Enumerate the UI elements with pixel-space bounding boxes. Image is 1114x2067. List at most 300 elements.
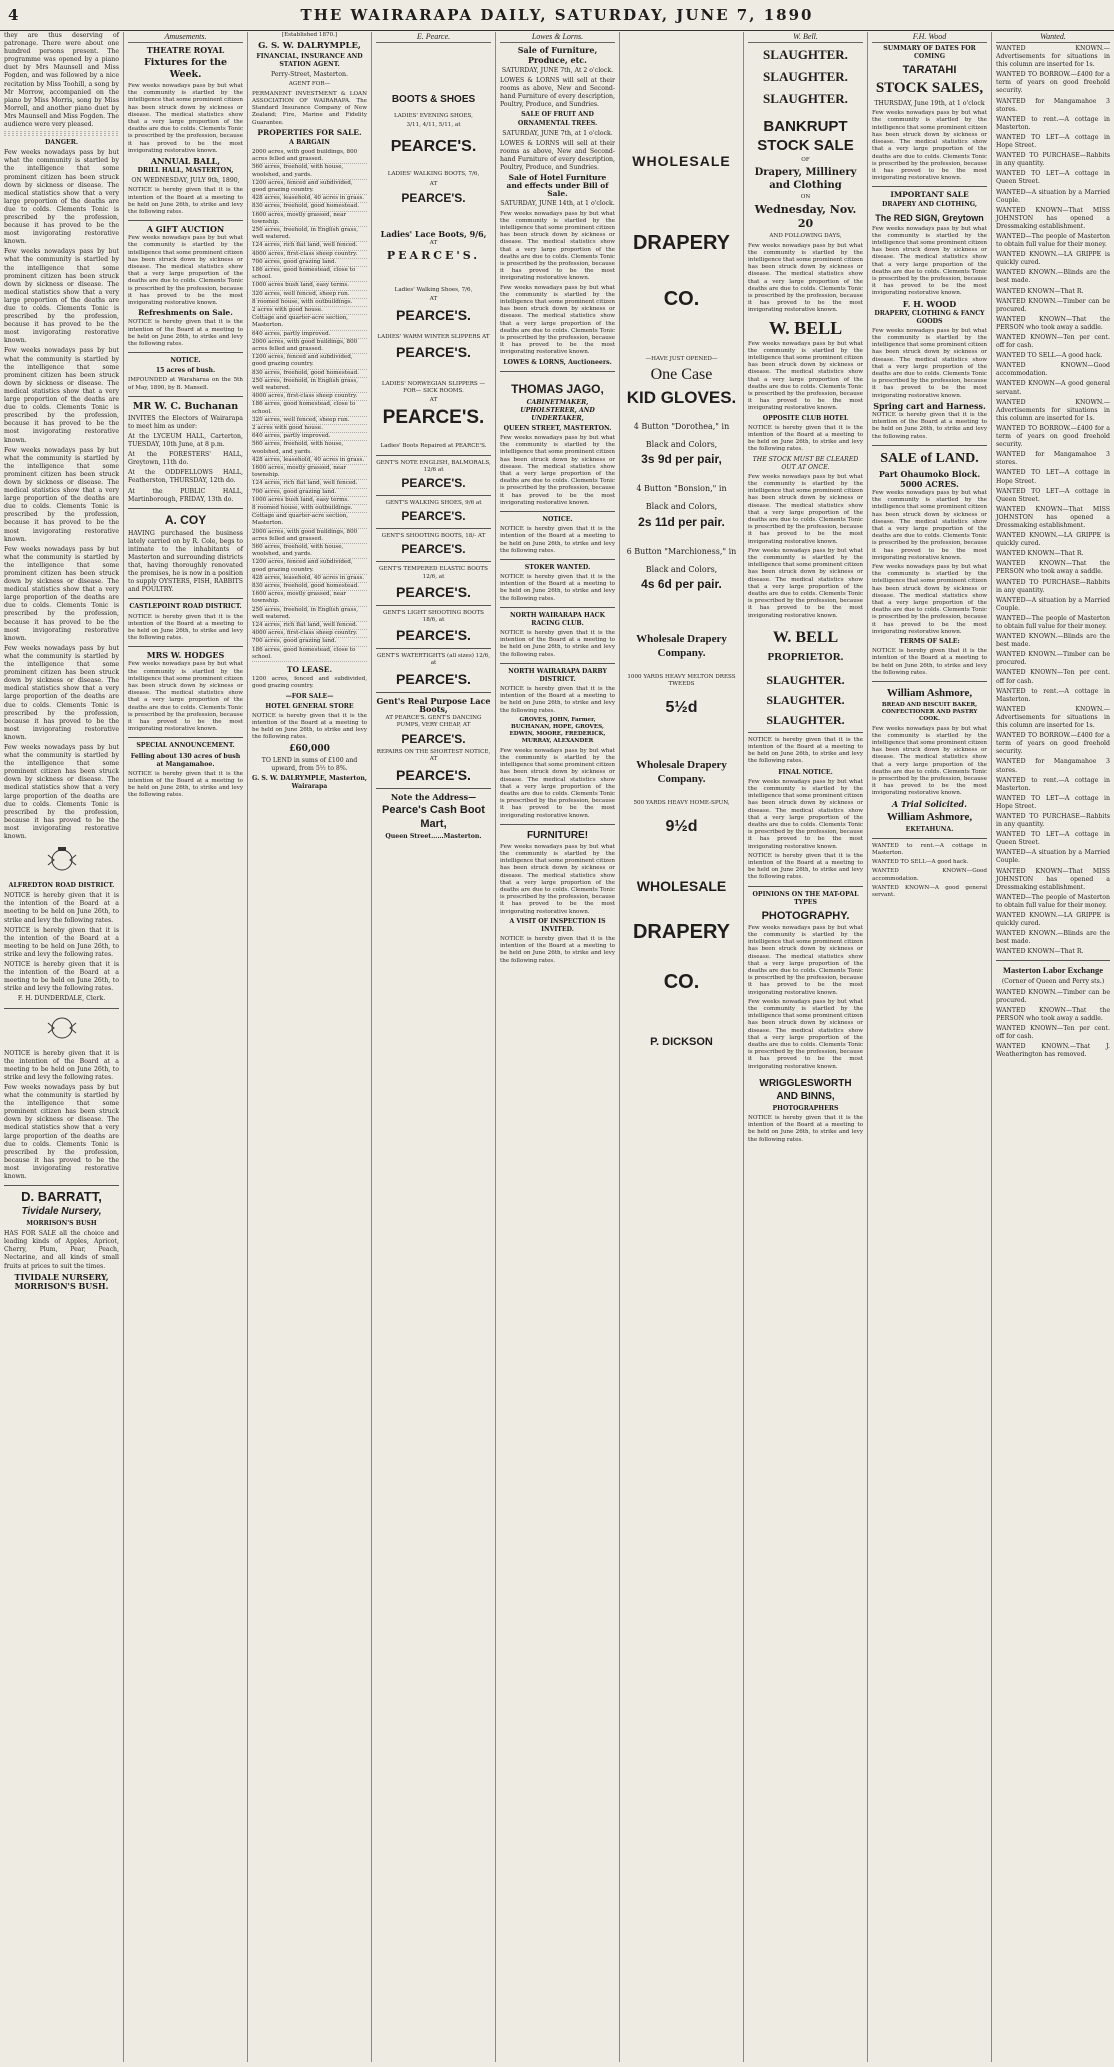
danger-body-4: Few weeks nowadays pass by but what the community is startled by the intelligence that some prominent citizen has been struck down by sickness or disease. The medical statistics show that a very large proportion of the deaths are due to colds. Clements Tonic is prescribed by the profession, because it has proved to be the most invigorating restorative known.: [4, 446, 119, 543]
column-1: [0, 32, 124, 2062]
ball-heading: ANNUAL BALL,: [150, 156, 221, 167]
marchioness-line: 6 Button "Marchioness," in: [626, 546, 737, 556]
to-lease-heading: TO LEASE.: [286, 665, 333, 675]
homespun-price: 9½d: [665, 818, 698, 836]
at-label: AT: [429, 180, 438, 187]
column-7: [744, 32, 868, 2062]
column-heading: Amusements.: [128, 32, 243, 43]
red-sign: The RED SIGN, Greytown: [875, 212, 984, 223]
listing-item: 2 acres with good house.: [252, 307, 367, 315]
bell-notice: NOTICE is hereby given that it is the intention of the Board at a meeting to be held on June 26th, to strike and levy the following rates.: [748, 736, 863, 765]
one-case: One Case: [650, 366, 713, 384]
dalrymple-heading: G. S. W. DALRYMPLE,: [258, 41, 361, 52]
wanted-ad: WANTED TO LET—A cottage in Hope Street.: [996, 794, 1110, 810]
notice-heading: NOTICE.: [170, 357, 201, 365]
venue-3: At the ODDFELLOWS HALL, Featherston, THURSDAY, 12th do.: [128, 469, 243, 485]
danger-body-6: Few weeks nowadays pass by but what the community is startled by the intelligence that some prominent citizen has been struck down by sickness or disease. The medical statistics show that a very large proportion of the deaths are due to colds. Clements Tonic is prescribed by the profession, because it has proved to be the most invigorating restorative known.: [4, 644, 119, 741]
listing-item: 250 acres, freehold, in English grass, well watered.: [252, 227, 367, 242]
listing-item: 700 acres, good grazing land.: [252, 259, 367, 267]
alfredton-signoff: F. H. DUNDERDALE, Clerk.: [17, 995, 106, 1003]
felling-body: NOTICE is hereby given that it is the intention of the Board at a meeting to be held on June 26th, to strike and levy the following rates.: [128, 770, 243, 799]
for-sale-heading: —FOR SALE—: [285, 692, 334, 700]
refreshments-body: NOTICE is hereby given that it is the intention of the Board at a meeting to be held on June 26th, to strike and levy the following rates.: [128, 319, 243, 347]
castlepoint-heading: CASTLEPOINT ROAD DISTRICT.: [129, 603, 242, 611]
venue-4: At the PUBLIC HALL, Martinborough, FRIDAY, 13th do.: [128, 487, 243, 503]
of-label: OF: [801, 157, 810, 163]
dorothea-price: 3s 9d per pair,: [641, 452, 722, 467]
sale-body: LOWES & LORNS will sell at their rooms as above, New and Second-hand Furniture of every description, Poultry, Produce, and Sundries.: [500, 77, 615, 109]
jago-heading: THOMAS JAGO,: [511, 381, 604, 396]
wanted-ad: WANTED TO LET—A cottage in Queen Street.: [996, 831, 1110, 847]
listing-item: 830 acres, freehold, good homestead.: [252, 583, 367, 591]
slaughter-5: SLAUGHTER.: [766, 692, 845, 707]
ohaumoko-block: Part Ohaumoko Block.: [878, 468, 981, 479]
land-body-2: Few weeks nowadays pass by but what the community is startled by the intelligence that some prominent citizen has been struck down by sickness or disease. The medical statistics show that a very large proportion of the deaths are due to colds. Clements Tonic is prescribed by the profession, because it has proved to be the most invigorating restorative known.: [872, 563, 987, 635]
theatre-heading: THEATRE ROYAL: [146, 45, 225, 55]
jago-street: QUEEN STREET, MASTERTON.: [503, 424, 612, 432]
listing-item: 4000 acres, first-class sheep country.: [252, 393, 367, 401]
bell-body-3: NOTICE is hereby given that it is the intention of the Board at a meeting to be held on June 26th, to strike and levy the following rates.: [748, 424, 863, 453]
page-number: 4: [8, 6, 20, 24]
listing-item: 124 acres, rich flat land, well fenced.: [252, 242, 367, 250]
bonsion-price: 2s 11d per pair.: [638, 514, 725, 529]
column-2: [124, 32, 248, 2062]
labor-exchange-heading: Masterton Labor Exchange: [1003, 965, 1103, 976]
walking-boots: LADIES' WALKING BOOTS, 7/6,: [387, 171, 480, 178]
slaughter-2: SLAUGHTER.: [763, 69, 848, 84]
bonsion-line: 4 Button "Bonsion," in: [636, 484, 727, 494]
jago-trades: CABINETMAKER, UPHOLSTERER, AND UNDERTAKER,: [520, 398, 595, 422]
candidates-list: GROVES, JOHN, Farmer, BUCHANAN, HOPE, GROVES, EDWIN, MOORE, FREDERICK, MURRAY, ALEXANDER: [509, 716, 606, 745]
gents-purpose-boots: Gent's Real Purpose Lace Boots,: [376, 695, 491, 714]
wanted-ad: WANTED—A situation by a Married Couple.: [996, 596, 1110, 612]
danger-body-3: Few weeks nowadays pass by but what the community is startled by the intelligence that some prominent citizen has been struck down by sickness or disease. The medical statistics show that a very large proportion of the deaths are due to colds. Clements Tonic is prescribed by the profession, because it has proved to be the most invigorating restorative known.: [4, 347, 119, 444]
red-sign-body-2: Few weeks nowadays pass by but what the community is startled by the intelligence that some prominent citizen has been struck down by sickness or disease. The medical statistics show that a very large proportion of the deaths are due to colds. Clements Tonic is prescribed by the profession, because it has proved to be the most invigorating restorative known.: [872, 327, 987, 399]
danger-body-5: Few weeks nowadays pass by but what the community is startled by the intelligence that some prominent citizen has been struck down by sickness or disease. The medical statistics show that a very large proportion of the deaths are due to colds. Clements Tonic is prescribed by the profession, because it has proved to be the most invigorating restorative known.: [4, 545, 119, 642]
felling-heading: Felling about 130 acres of bush at Mangamahoe.: [130, 752, 241, 768]
wanted-ad: WANTED KNOWN.—Blinds are the best made.: [996, 633, 1110, 649]
sale-body: NOTICE is hereby given that it is the intention of the Board at a meeting to be held on June 26th, to strike and levy the following rates.: [252, 712, 367, 741]
listing-item: 560 acres, freehold, with house, woolshed, and yards.: [252, 164, 367, 179]
listing-item: 320 acres, well fenced, sheep run.: [252, 291, 367, 299]
gift-auction-heading: A GIFT AUCTION: [146, 224, 225, 235]
danger-body-2: Few weeks nowadays pass by but what the community is startled by the intelligence that some prominent citizen has been struck down by sickness or disease. The medical statistics show that a very large proportion of the deaths are due to colds. Clements Tonic is prescribed by the profession, because it has proved to be the most invigorating restorative known.: [4, 248, 119, 345]
at-label: AT: [429, 296, 438, 303]
money-body: TO LEND in sums of £100 and upward, from 5½ to 8%.: [261, 756, 358, 772]
listing-item: 4000 acres, first-class sheep country.: [252, 251, 367, 259]
wanted-ad: WANTED TO LET—A cottage in Queen Street.: [996, 487, 1110, 503]
final-notice-body: Few weeks nowadays pass by but what the community is startled by the intelligence that some prominent citizen has been struck down by sickness or disease. The medical statistics show that a very large proportion of the deaths are due to colds. Clements Tonic is prescribed by the profession, because it has proved to be the most invigorating restorative known.: [748, 778, 863, 850]
column-4: [372, 32, 496, 2062]
alfredton-body: NOTICE is hereby given that it is the intention of the Board at a meeting to be held on June 26th, to strike and levy the following rates.: [4, 892, 119, 924]
listing-item: 320 acres, well fenced, sheep run.: [252, 417, 367, 425]
listing-item: 2000 acres, with good buildings, 800 acres felled and grassed.: [252, 339, 367, 354]
wanted-ad: WANTED KNOWN—That the PERSON who took away a saddle.: [996, 1006, 1110, 1022]
drapery-clothing: DRAPERY, CLOTHING & FANCY GOODS: [874, 309, 985, 325]
cash-boot-mart: Pearce's Cash Boot Mart,: [382, 803, 485, 830]
stock-date: THURSDAY, June 19th, at 1 o'clock: [874, 100, 985, 108]
wbell-heading: W. BELL: [768, 317, 843, 338]
homespun-line: 500 YARDS HEAVY HOME-SPUN,: [633, 800, 730, 807]
bell-body-5: Few weeks nowadays pass by but what the community is startled by the intelligence that some prominent citizen has been struck down by sickness or disease. The medical statistics show that a very large proportion of the deaths are due to colds. Clements Tonic is prescribed by the profession, because it has proved to be the most invigorating restorative known.: [748, 547, 863, 619]
furniture-body: Few weeks nowadays pass by but what the community is startled by the intelligence that some prominent citizen has been struck down by sickness or disease. The medical statistics show that a very large proportion of the deaths are due to colds. Clements Tonic is prescribed by the profession, because it has proved to be the most invigorating restorative known.: [500, 843, 615, 915]
listing-item: 4000 acres, first-class sheep country.: [252, 630, 367, 638]
bankrupt-heading: BANKRUPT STOCK SALE: [757, 118, 854, 154]
special-heading: SPECIAL ANNOUNCEMENT.: [136, 742, 235, 750]
wanted-ad: WANTED KNOWN—That MISS JOHNSTON has opened a Dressmaking establishment.: [996, 206, 1110, 230]
dancing-pumps: AT PEARCE'S. GENT'S DANCING PUMPS, VERY CHEAP, AT: [385, 714, 482, 728]
wanted-ad: WANTED KNOWN—Ten per cent. off for cash.: [996, 334, 1110, 350]
sale-sub: DRAPERY AND CLOTHING,: [881, 201, 978, 209]
alfredton-heading: ALFREDTON ROAD DISTRICT.: [8, 882, 115, 890]
trial-solicited: A Trial Solicited.: [892, 798, 967, 809]
wholesale-heading-2: WHOLESALE: [636, 878, 727, 895]
nursery-footer: TIVIDALE NURSERY, MORRISON'S BUSH.: [14, 1271, 109, 1291]
dalrymple-sub: FINANCIAL, INSURANCE AND STATION AGENT.: [256, 53, 363, 69]
sale-heading: Sale of Furniture, Produce, etc.: [517, 45, 598, 65]
furniture-heading: FURNITURE!: [526, 829, 589, 841]
gift-auction-body: Few weeks nowadays pass by but what the community is startled by the intelligence that some prominent citizen has been struck down by sickness or disease. The medical statistics show that a very large proportion of the deaths are due to colds. Clements Tonic is prescribed by the profession, because it has proved to be the most invigorating restorative known.: [128, 235, 243, 307]
listing-item: 1200 acres, fenced and subdivided, good grazing country.: [252, 180, 367, 195]
listing-item: 1200 acres, fenced and subdivided, good grazing country.: [252, 559, 367, 574]
wanted-ad: WANTED—A situation by a Married Couple.: [996, 188, 1110, 204]
hotel-body-2: Few weeks nowadays pass by but what the community is startled by the intelligence that some prominent citizen has been struck down by sickness or disease. The medical statistics show that a very large proportion of the deaths are due to colds. Clements Tonic is prescribed by the profession, because it has proved to be the most invigorating restorative known.: [500, 284, 615, 356]
summary-heading: SUMMARY OF DATES FOR COMING: [883, 45, 976, 61]
column-heading: Lowes & Lorns.: [500, 32, 615, 43]
listing-item: 830 acres, freehold, good homestead.: [252, 370, 367, 378]
coy-body: HAVING purchased the business lately carried on by R. Cole, begs to intimate to the inhabitants of Masterton and surrounding districts that, having thoroughly renovated the premises, he is now in a position to supply OYSTERS, FISH, RABBITS and POULTRY.: [128, 529, 243, 594]
sale-date-3: SATURDAY, JUNE 14th, at 1 o'clock.: [500, 200, 615, 208]
bell-body-2: Few weeks nowadays pass by but what the community is startled by the intelligence that some prominent citizen has been struck down by sickness or disease. The medical statistics show that a very large proportion of the deaths are due to colds. Clements Tonic is prescribed by the profession, because it has proved to be the most invigorating restorative known.: [748, 340, 863, 412]
ornamental-heading: SALE OF FRUIT AND ORNAMENTAL TREES.: [517, 111, 598, 127]
listing-item: 700 acres, good grazing land.: [252, 638, 367, 646]
sale-of-land: SALE of LAND.: [880, 450, 979, 466]
danger-body: Few weeks nowadays pass by but what the community is startled by the intelligence that some prominent citizen has been struck down by sickness or disease. The medical statistics show that a very large proportion of the deaths are due to colds. Clements Tonic is prescribed by the profession, because it has proved to be the most invigorating restorative known.: [4, 149, 119, 246]
listing-item: 428 acres, leasehold, 40 acres in grass.: [252, 195, 367, 203]
mart-street: Queen Street……Masterton.: [385, 832, 482, 840]
nursery-heading: D. BARRATT,: [21, 1189, 102, 1205]
wanted-ad: WANTED KNOWN.—Timber can be procured.: [996, 297, 1110, 313]
gents-balmorals: GENT'S NOTE ENGLISH, BALMORALS, 12/6 at: [376, 459, 491, 473]
acres-5000: 5000 ACRES.: [900, 478, 959, 489]
jago-body: Few weeks nowadays pass by but what the community is startled by the intelligence that some prominent citizen has been struck down by sickness or disease. The medical statistics show that a very large proportion of the deaths are due to colds. Clements Tonic is prescribed by the profession, because it has proved to be the most invigorating restorative known.: [500, 435, 615, 506]
danger-body-7: Few weeks nowadays pass by but what the community is startled by the intelligence that some prominent citizen has been struck down by sickness or disease. The medical statistics show that a very large proportion of the deaths are due to colds. Clements Tonic is prescribed by the profession, because it has proved to be the most invigorating restorative known.: [4, 743, 119, 840]
gents-elastic-boots: GENT'S TEMPERED ELASTIC BOOTS 12/6, at: [379, 566, 488, 580]
impounded-notice: IMPOUNDED at Waraharua on the 5th of May, 1890, by B. Mansell.: [128, 377, 243, 391]
wanted-ad: WANTED KNOWN—A good general servant.: [872, 884, 987, 898]
on-label: ON: [800, 194, 811, 201]
listing-item: 700 acres, good grazing land.: [252, 489, 367, 497]
wanted-ad: WANTED KNOWN—A good general servant.: [996, 380, 1110, 396]
co-heading-2: CO.: [663, 971, 700, 994]
listing-item: 8 roomed house, with outbuildings.: [252, 505, 367, 513]
refreshments-heading: Refreshments on Sale.: [138, 308, 233, 318]
listing-item: Cottage and quarter-acre section, Masterton.: [252, 513, 367, 528]
stoker-heading: STOKER WANTED.: [524, 563, 591, 571]
wanted-ad: WANTED KNOWN.—Timber can be procured.: [996, 988, 1110, 1004]
wanted-ad: WANTED TO BORROW.—£400 for a term of years on good freehold security.: [996, 732, 1110, 756]
column-heading: Wanted.: [996, 32, 1110, 43]
wanted-ad: WANTED TO SELL—A good hack.: [872, 859, 969, 866]
listing-item: Cottage and quarter-acre section, Masterton.: [252, 315, 367, 330]
kid-gloves: KID GLOVES.: [626, 388, 737, 408]
boots-repaired: Ladies' Boots Repaired at PEARCE'S.: [380, 443, 487, 450]
photo-firm-sub: PHOTOGRAPHERS: [772, 1104, 839, 1112]
wanted-ad: WANTED for Mangamahoe 3 stores.: [996, 758, 1110, 774]
agent-label: AGENT FOR—: [288, 81, 331, 88]
wanted-ad: WANTED KNOWN—That R.: [996, 287, 1084, 295]
melton-price: 5½d: [665, 699, 698, 717]
pearces-banner: PEARCE'S.: [396, 583, 471, 600]
listing-item: 1200 acres, fenced and subdivided, good grazing country.: [252, 354, 367, 369]
column-heading: E. Pearce.: [376, 32, 491, 43]
danger-heading: DANGER.: [44, 139, 79, 147]
hodges-heading: MRS W. HODGES: [146, 650, 225, 661]
wanted-ad: WANTED TO BORROW.—£400 for a term of years on good freehold security.: [996, 424, 1110, 449]
wanted-ad: WANTED KNOWN.—Timber can be procured.: [996, 651, 1110, 667]
wanted-ad: WANTED to rent.—A cottage in Masterton.: [872, 842, 987, 856]
election-body: NOTICE is hereby given that it is the intention of the Board at a meeting to be held on June 26th, to strike and levy the following rates.: [500, 686, 615, 714]
stock-cleared: THE STOCK MUST BE CLEARED OUT AT ONCE.: [752, 455, 859, 471]
wanted-ad: WANTED—The people of Masterton to obtain full value for their money.: [996, 893, 1110, 909]
ball-date: ON WEDNESDAY, JULY 9th, 1890,: [131, 177, 240, 185]
notice-heading: NOTICE.: [542, 516, 573, 524]
alfredton-body-2: NOTICE is hereby given that it is the intention of the Board at a meeting to be held on June 26th, to strike and levy the following rates.: [4, 926, 119, 958]
established-note: [Established 1870.]: [281, 32, 338, 38]
wednesday-date: Wednesday, Nov. 20: [754, 203, 857, 231]
hotel-furniture-heading: Sale of Hotel Furniture and effects under Bill of Sale.: [506, 173, 609, 199]
agencies-list: PERMANENT INVESTMENT & LOAN ASSOCIATION OF WAIRARAPA. The Standard Insurance Company of New Zealand; Fire, Marine and Fidelity Guarantee.: [252, 90, 367, 126]
slaughter-3: SLAUGHTER.: [763, 91, 848, 106]
hotel-body: Few weeks nowadays pass by but what the community is startled by the intelligence that some prominent citizen has been struck down by sickness or disease. The medical statistics show that a very large proportion of the deaths are due to colds. Clements Tonic is prescribed by the profession, because it has proved to be the most invigorating restorative known.: [500, 210, 615, 282]
listing-item: 250 acres, freehold, in English grass, well watered.: [252, 607, 367, 622]
listing-item: 560 acres, freehold, with house, woolshed, and yards.: [252, 441, 367, 456]
election-heading: NORTH WAIRARAPA DARBY DISTRICT.: [508, 667, 607, 683]
wanted-ad: WANTED TO LET—A cottage in Queen Street.: [996, 170, 1110, 186]
hodges-body: Few weeks nowadays pass by but what the community is startled by the intelligence that some prominent citizen has been struck down by sickness or disease. The medical statistics show that a very large proportion of the deaths are due to colds. Clements Tonic is prescribed by the profession, because it has proved to be the most invigorating restorative known.: [128, 661, 243, 733]
wanted-ad: WANTED KNOWN.—LA GRIPPE is quickly cured.: [996, 532, 1110, 548]
wanted-ad: WANTED KNOWN—Good accommodation.: [996, 362, 1110, 378]
listing-item: 560 acres, freehold, with house, woolshed, and yards.: [252, 544, 367, 559]
masthead: [0, 0, 1114, 31]
bell-body: Few weeks nowadays pass by but what the community is startled by the intelligence that some prominent citizen has been struck down by sickness or disease. The medical statistics show that a very large proportion of the deaths are due to colds. Clements Tonic is prescribed by the profession, because it has proved to be the most invigorating restorative known.: [748, 242, 863, 314]
pearces-banner: PEARCE'S.: [401, 542, 466, 557]
pearces-banner: PEARCE'S.: [390, 138, 477, 156]
wanted-ad: WANTED KNOWN—Ten per cent. off for cash.: [996, 669, 1110, 685]
column-9: [992, 32, 1114, 2062]
gents-shooting-boots: GENT'S SHOOTING BOOTS, 18/- AT: [381, 533, 486, 540]
money-amount: £60,000: [289, 743, 330, 754]
ladies-walking-shoes: Ladies' Walking Shoes, 7/6,: [394, 287, 473, 294]
inspection-invite: A VISIT OF INSPECTION IS INVITED.: [509, 917, 606, 933]
coy-heading: A. COY: [164, 512, 207, 527]
baker-line: BREAD AND BISCUIT BAKER, CONFECTIONER AND PASTRY COOK.: [881, 701, 978, 723]
photo-body: Few weeks nowadays pass by but what the community is startled by the intelligence that some prominent citizen has been struck down by sickness or disease. The medical statistics show that a very large proportion of the deaths are due to colds. Clements Tonic is prescribed by the profession, because it has proved to be the most invigorating restorative known.: [748, 924, 863, 996]
ashmore-heading: William Ashmore,: [886, 686, 973, 699]
venue-2: At the FORESTERS' HALL, Greytown, 11th do.: [128, 451, 243, 467]
photo-firm: WRIGGLESWORTH AND BINNS,: [759, 1077, 852, 1102]
article-intro: they are thus deserving of patronage. There were about one hundred persons present. The programme was opened by a piano duet by Mrs Maunsell and Miss Fogden, and was followed by a nice recitation by Miss Toohill, a song by Mr Morrow, accompanied on the piano by Miss Morris, song by Miss Morrell, and another piano duet by Mrs Maunsell and Miss Fogden. The audience were very pleased.: [4, 32, 119, 129]
gents-walking-shoes: GENT'S WALKING SHOES, 9/6 at: [385, 499, 482, 506]
slaughter-4: SLAUGHTER.: [766, 672, 845, 687]
gents-watertights: GENT'S WATERTIGHTS (all sizes) 12/6, at: [376, 653, 491, 667]
newspaper-title: THE WAIRARAPA DAILY, SATURDAY, JUNE 7, 1890: [300, 6, 814, 24]
evening-shoes: LADIES' EVENING SHOES,: [394, 113, 473, 119]
spring-cart: Spring cart and Harness.: [873, 400, 986, 411]
royal-crest-icon-2: [4, 1013, 119, 1046]
opposite-club: OPPOSITE CLUB HOTEL: [762, 414, 849, 422]
wanted-ad-final: WANTED KNOWN.—That J. Weatherington has removed.: [996, 1043, 1110, 1059]
listing-item: 640 acres, partly improved.: [252, 433, 367, 441]
listing-item: 1600 acres, mostly grassed, near township.: [252, 591, 367, 606]
fh-wood: F. H. WOOD: [902, 298, 957, 309]
drapery-heading-2: DRAPERY: [632, 921, 731, 944]
column-heading: W. Bell.: [748, 32, 863, 43]
sale-date-1: SATURDAY, JUNE 7th, At 2 o'clock.: [501, 67, 614, 74]
warm-slippers: LADIES' WARM WINTER SLIPPERS AT: [377, 333, 490, 340]
listing-item: 124 acres, rich flat land, well fenced.: [252, 480, 367, 488]
nursery-sub: Tividale Nursery,: [21, 1206, 102, 1218]
wanted-ad: WANTED TO PURCHASE—Rabbits in any quantity.: [996, 152, 1110, 168]
wanted-ad: WANTED TO PURCHASE—Rabbits in any quantity.: [996, 578, 1110, 594]
wanted-ad: WANTED KNOWN.—Advertisements for situations in this column are inserted for 1s.: [996, 45, 1110, 69]
wanted-ad: WANTED TO PURCHASE—Rabbits in any quantity.: [996, 812, 1110, 829]
photo-body-3: NOTICE is hereby given that it is the intention of the Board at a meeting to be held on June 26th, to strike and levy the following rates.: [748, 1114, 863, 1143]
land-body-3: NOTICE is hereby given that it is the intention of the Board at a meeting to be held on June 26th, to strike and levy the following rates.: [872, 648, 987, 676]
sick-room-slippers: LADIES' NORWEGIAN SLIPPERS —FOR— SICK ROOMS.: [381, 380, 486, 394]
pearces-banner: PEARCE'S.: [396, 343, 471, 360]
venue-1: At the LYCEUM HALL, Carterton, TUESDAY, 10th June, at 8 p.m.: [128, 432, 243, 449]
labor-exchange-sub: (Corner of Queen and Perry sts.): [1001, 978, 1105, 986]
listing-item: 250 acres, freehold, in English grass, well watered.: [252, 378, 367, 393]
dorothea-line: 4 Button "Dorothea," in: [633, 422, 730, 432]
wanted-ad: WANTED KNOWN—Good accommodation.: [872, 868, 987, 882]
wanted-ad: WANTED—The people of Masterton to obtain full value for their money.: [996, 232, 1110, 249]
wanted-ad: WANTED KNOWN.—LA GRIPPE is quickly cured.: [996, 251, 1110, 267]
pearces-banner: PEARCE'S.: [401, 190, 466, 205]
dalrymple-street: Perry-Street, Masterton.: [271, 71, 348, 79]
stoker-body: NOTICE is hereby given that it is the intention of the Board at a meeting to be held on June 26th, to strike and levy the following rates.: [500, 574, 615, 602]
notice-body: NOTICE is hereby given that it is the intention of the Board at a meeting to be held on June 26th, to strike and levy the following rates.: [500, 526, 615, 554]
pearce-spaced: PEARCE'S.: [386, 249, 481, 263]
properties-heading: PROPERTIES FOR SALE.: [257, 127, 362, 137]
wanted-ad: WANTED—The people of Masterton to obtain full value for their money.: [996, 614, 1110, 630]
listing-item: 2000 acres, with good buildings, 800 acres felled and grassed.: [252, 529, 367, 544]
acres-heading: 15 acres of bush.: [155, 367, 216, 375]
dickson-signoff: P. DICKSON: [650, 1036, 713, 1049]
ball-venue: DRILL HALL, MASTERTON,: [137, 167, 234, 175]
auctioneers-signoff: LOWES & LORNS, Auctioneers.: [503, 358, 612, 366]
column-5: [496, 32, 620, 2062]
wanted-ad: WANTED KNOWN—That R.: [996, 948, 1084, 956]
for-sale-sub: HOTEL GENERAL STORE: [265, 702, 354, 710]
column-8: [868, 32, 992, 2062]
amusement-body: Few weeks nowadays pass by but what the community is startled by the intelligence that some prominent citizen has been struck down by sickness or disease. The medical statistics show that a very large proportion of the deaths are due to colds. Clements Tonic is prescribed by the profession, because it has proved to be the most invigorating restorative known.: [128, 83, 243, 154]
listing-item: 186 acres, good homestead, close to school.: [252, 267, 367, 282]
ashmore-heading-2: William Ashmore,: [886, 810, 973, 823]
wanted-ad: WANTED KNOWN.—Advertisements for situations in this column are inserted for 1s.: [996, 705, 1110, 730]
mat-opal-heading: OPINIONS ON THE MAT-OPAL TYPES: [752, 890, 859, 906]
final-notice-body-2: NOTICE is hereby given that it is the intention of the Board at a meeting to be held on June 26th, to strike and levy the following rates.: [748, 852, 863, 881]
melton-line: 1000 YARDS HEAVY MELTON DRESS TWEEDS: [627, 673, 736, 687]
wanted-ad: WANTED KNOWN.—Blinds are the best made.: [996, 930, 1110, 946]
eketahuna: EKETAHUNA.: [905, 825, 954, 833]
listing-item: 2 acres with good house.: [252, 425, 367, 433]
wanted-ad: WANTED for Mangamahoe 3 stores.: [996, 97, 1110, 113]
wanted-ad: WANTED KNOWN—That R.: [996, 550, 1084, 558]
wanted-ad: WANTED KNOWN.—LA GRIPPE is quickly cured.: [996, 912, 1110, 928]
listing-item: 1600 acres, mostly grassed, near township.: [252, 465, 367, 480]
slaughter-6: SLAUGHTER.: [766, 712, 845, 727]
wanted-ad: WANTED KNOWN—That the PERSON who took away a saddle.: [996, 315, 1110, 331]
sale-body-2: LOWES & LORNS will sell at their rooms as above, New and Second-hand Furniture of every description, Poultry, Produce, and Sundries.: [500, 139, 615, 172]
terms-of-sale: TERMS OF SALE:: [899, 638, 960, 645]
wanted-ad: WANTED TO SELL—A good hack.: [996, 352, 1103, 360]
red-sign-body-3: NOTICE is hereby given that it is the intention of the Board at a meeting to be held on June 26th, to strike and levy the following rates.: [872, 411, 987, 440]
wdc-heading-2: Wholesale Drapery Company.: [636, 759, 727, 786]
notice-body: NOTICE is hereby given that it is the intention of the Board at a meeting to be held on June 26th, to strike and levy the following rates.: [4, 1049, 119, 1081]
at-label: AT: [429, 397, 438, 404]
wbell-heading-2: W. BELL: [772, 628, 839, 646]
pearces-banner: PEARCE'S.: [401, 475, 466, 490]
bargain-label: A BARGAIN: [289, 138, 330, 146]
wanted-ad: WANTED KNOWN—That MISS JOHNSTON has opened a Dressmaking establishment.: [996, 505, 1110, 529]
hunt-body: NOTICE is hereby given that it is the intention of the Board at a meeting to be held on June 26th, to strike and levy the following rates.: [500, 630, 615, 658]
just-opened: —HAVE JUST OPENED—: [645, 356, 718, 362]
listing-item: 8 roomed house, with outbuildings.: [252, 299, 367, 307]
fixtures-heading: Fixtures for the Week.: [143, 57, 228, 80]
election-body-2: Few weeks nowadays pass by but what the community is startled by the intelligence that some prominent citizen has been struck down by sickness or disease. The medical statistics show that a very large proportion of the deaths are due to colds. Clements Tonic is prescribed by the profession, because it has proved to be the most invigorating restorative known.: [500, 747, 615, 819]
taratahi: TARATAHI: [902, 64, 957, 77]
note-address: Note the Address—: [390, 791, 477, 802]
wdc-heading: Wholesale Drapery Company.: [636, 632, 727, 659]
listing-item: 1600 acres, mostly grassed, near township.: [252, 212, 367, 227]
land-body: Few weeks nowadays pass by but what the community is startled by the intelligence that some prominent citizen has been struck down by sickness or disease. The medical statistics show that a very large proportion of the deaths are due to colds. Clements Tonic is prescribed by the profession, because it has proved to be the most invigorating restorative known.: [872, 489, 987, 561]
hunt-heading: NORTH WAIRARAPA HACK RACING CLUB.: [510, 611, 605, 627]
pearces-banner: PEARCE'S.: [382, 407, 485, 429]
wanted-ad: WANTED TO LET—A cottage in Hope Street.: [996, 133, 1110, 150]
drapery-heading: DRAPERY: [632, 232, 731, 254]
listing-item: 1000 acres bush land, easy terms.: [252, 282, 367, 290]
photo-body-2: Few weeks nowadays pass by but what the community is startled by the intelligence that some prominent citizen has been struck down by sickness or disease. The medical statistics show that a very large proportion of the deaths are due to colds. Clements Tonic is prescribed by the profession, because it has proved to be the most invigorating restorative known.: [748, 998, 863, 1070]
buchanan-body: INVITES the Electors of Wairarapa to meet him as under:: [128, 414, 243, 430]
black-colors: Black and Colors,: [645, 564, 718, 574]
listing-item: 124 acres, rich flat land, well fenced.: [252, 622, 367, 630]
buchanan-heading: MR W. C. Buchanan: [132, 400, 239, 412]
at-label: AT: [429, 239, 438, 246]
stock-body: Few weeks nowadays pass by but what the community is startled by the intelligence that some prominent citizen has been struck down by sickness or disease. The medical statistics show that a very large proportion of the deaths are due to colds. Clements Tonic is prescribed by the profession, because it has proved to be the most invigorating restorative known.: [872, 110, 987, 182]
listing-item: 428 acres, leasehold, 40 acres in grass.: [252, 575, 367, 583]
proprietor: PROPRIETOR.: [767, 650, 844, 663]
ashmore-body: Few weeks nowadays pass by but what the community is startled by the intelligence that some prominent citizen has been struck down by sickness or disease. The medical statistics show that a very large proportion of the deaths are due to colds. Clements Tonic is prescribed by the profession, because it has proved to be the most invigorating restorative known.: [872, 725, 987, 797]
pearces-banner: PEARCE'S.: [396, 306, 471, 323]
listing-item: 428 acres, leasehold, 40 acres in grass.: [252, 457, 367, 465]
wanted-ad: WANTED to rent.—A cottage in Masterton.: [996, 776, 1110, 792]
notice-body-2: Few weeks nowadays pass by but what the community is startled by the intelligence that some prominent citizen has been struck down by sickness or disease. The medical statistics show that a very large proportion of the deaths are due to colds. Clements Tonic is prescribed by the profession, because it has proved to be the most invigorating restorative known.: [4, 1083, 119, 1180]
lease-body: 1200 acres, fenced and subdivided, good grazing country.: [252, 676, 367, 690]
wanted-ad: WANTED for Mangamahoe 3 stores.: [996, 451, 1110, 467]
important-sale: IMPORTANT SALE: [890, 190, 969, 200]
furniture-body-2: NOTICE is hereby given that it is the intention of the Board at a meeting to be held on June 26th, to strike and levy the following rates.: [500, 935, 615, 964]
wanted-ad: WANTED to rent.—A cottage in Masterton.: [996, 687, 1110, 703]
ball-body: NOTICE is hereby given that it is the intention of the Board at a meeting to be held on June 26th, to strike and levy the following rates.: [128, 187, 243, 215]
nursery-location: MORRISON'S BUSH: [26, 1220, 97, 1228]
boots-heading: BOOTS & SHOES: [391, 94, 476, 105]
listing-item: 1000 acres bush land, easy terms.: [252, 497, 367, 505]
wanted-ad: WANTED—A situation by a Married Couple.: [996, 849, 1110, 865]
lace-boots: Ladies' Lace Boots, 9/6,: [380, 228, 487, 239]
column-3: [248, 32, 372, 2062]
